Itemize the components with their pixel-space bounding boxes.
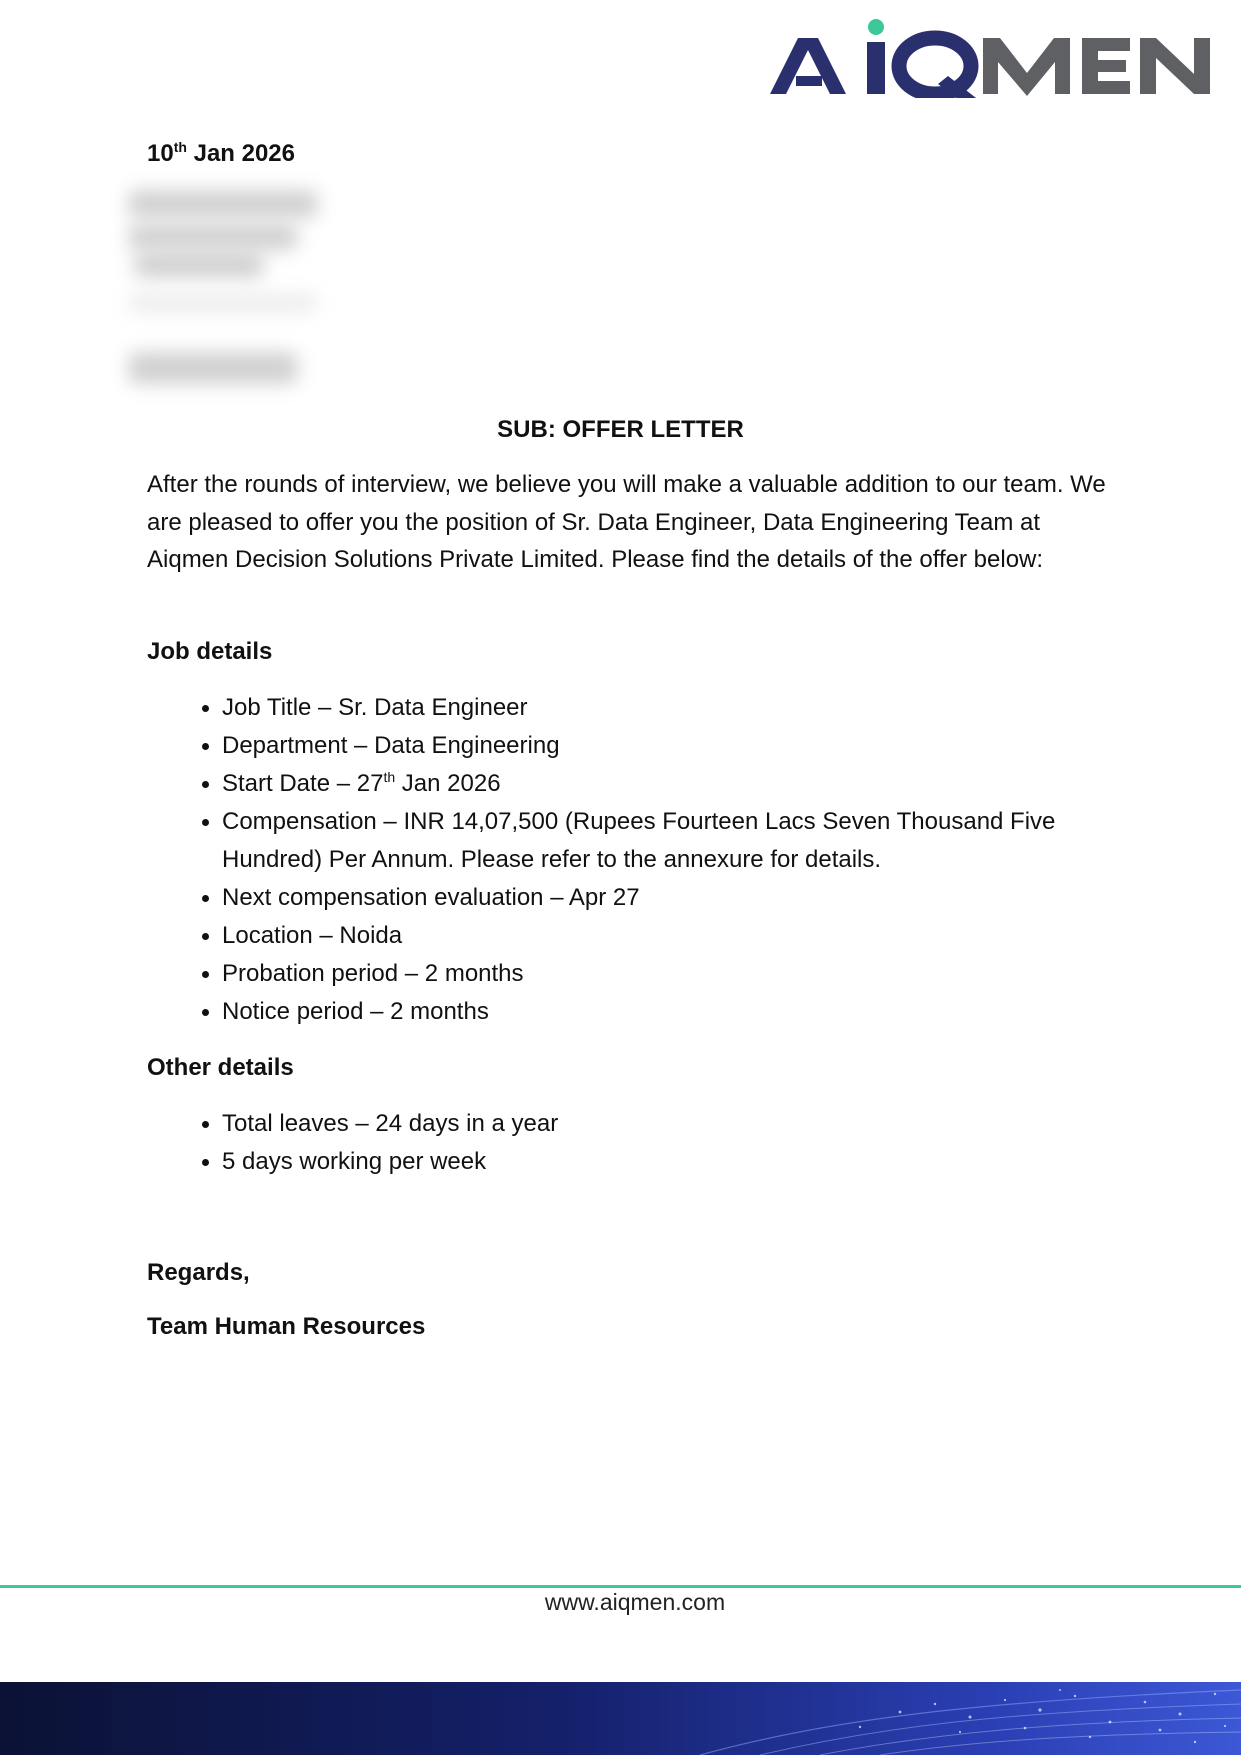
intro-paragraph: After the rounds of interview, we believe you will make a valuable addition to our team. We are pleased to offer you the position of Sr. Data Engineer, Data Engineering Team at Aiqmen Decision Solutions Private Limited. Please find the details of the offer below: [147, 471, 1106, 573]
list-item-notice: • Notice period – 2 months [222, 993, 1162, 1031]
aiqmen-logo [770, 18, 1212, 98]
footer-divider [0, 1585, 1241, 1588]
other-details-list [147, 1105, 1162, 1181]
job-details-list [147, 689, 1162, 1031]
job-details-heading: Job details [147, 638, 273, 665]
footer-wave-graphic [0, 1682, 1241, 1755]
regards-text: Regards, [147, 1259, 250, 1286]
list-item-next-evaluation: • Next compensation evaluation – Apr 27 [222, 879, 1162, 917]
letter-date: 10th Jan 2026 [147, 139, 296, 167]
list-item-start-date: • Start Date – 27th Jan 2026 [222, 765, 1162, 803]
subject-line: SUB: OFFER LETTER [497, 416, 744, 443]
signoff-team: Team Human Resources [147, 1313, 426, 1340]
footer-website-link[interactable]: www.aiqmen.com [544, 1589, 726, 1615]
footer-decorative-band [0, 1682, 1241, 1755]
list-item-compensation: • Compensation – INR 14,07,500 (Rupees Fourteen Lacs Seven Thousand Five Hundred) Per Annum. Please refer to the annexure for details. [222, 803, 1162, 878]
list-item-working-days: • 5 days working per week [222, 1143, 1162, 1181]
redacted-recipient-address [128, 190, 328, 395]
list-item-department: • Department – Data Engineering [222, 727, 1162, 765]
other-details-heading: Other details [147, 1054, 294, 1081]
list-item-leaves: • Total leaves – 24 days in a year [222, 1105, 1162, 1143]
list-item-location: • Location – Noida [222, 917, 1162, 955]
list-item-job-title: • Job Title – Sr. Data Engineer [222, 689, 1162, 727]
list-item-probation: • Probation period – 2 months [222, 955, 1162, 993]
